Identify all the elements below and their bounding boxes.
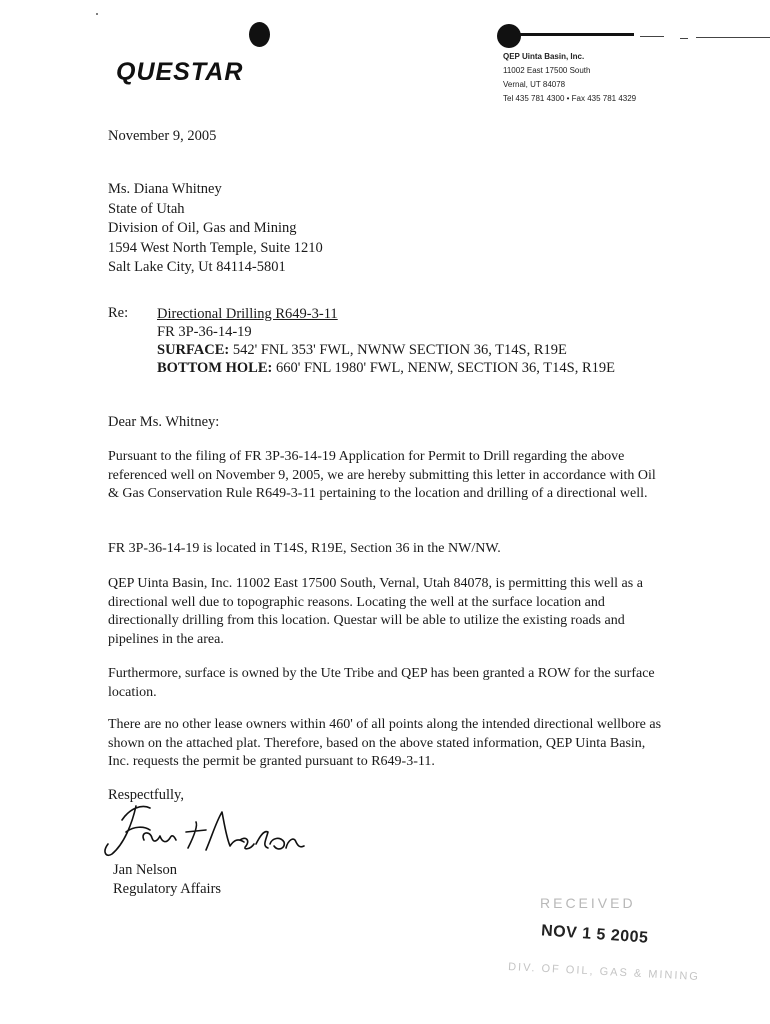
company-address-line2: Vernal, UT 84078 (503, 80, 566, 89)
recipient-line: 1594 West North Temple, Suite 1210 (108, 239, 323, 256)
bottom-hole-label: BOTTOM HOLE: (157, 360, 273, 376)
company-block (503, 50, 636, 106)
recipient-line: Division of Oil, Gas and Mining (108, 220, 297, 237)
letterhead-dash (640, 36, 664, 37)
letterhead-dot-icon (497, 24, 521, 48)
closing: Respectfully, (108, 787, 184, 803)
re-block (157, 305, 615, 377)
body-paragraph: QEP Uinta Basin, Inc. 11002 East 17500 South, Vernal, Utah 84078, is permitting this well as a directional well due to topographic reasons. Locating the well at the surface location and directionally drilling from this location. Questar will be able to utilize the existing roads and pipelines in the area. (108, 576, 643, 647)
received-stamp-label: RECEIVED (540, 895, 636, 911)
signer-name: Jan Nelson (113, 862, 178, 878)
recipient-line: Ms. Diana Whitney (108, 181, 222, 197)
logo-dot-icon (249, 22, 270, 47)
scan-speck (96, 13, 98, 15)
company-address-line1: 11002 East 17500 South (503, 66, 591, 75)
body-paragraph: FR 3P-36-14-19 is located in T14S, R19E, Section 36 in the NW/NW. (108, 541, 501, 556)
salutation: Dear Ms. Whitney: (108, 414, 220, 430)
re-bottom-hole (157, 359, 615, 377)
questar-logo: QUESTAR (116, 58, 244, 86)
surface-label: SURFACE: (157, 342, 230, 358)
signer-title: Regulatory Affairs (113, 881, 222, 897)
re-subject: Directional Drilling R649-3-11 (157, 306, 338, 322)
re-surface (157, 341, 615, 359)
handwritten-signature (100, 796, 315, 868)
body-paragraph: Pursuant to the filing of FR 3P-36-14-19 Application for Permit to Drill regarding the above referenced well on November 9, 2005, we are hereby submitting this letter in accordance with Oil & Gas Conservation Rule R649-3-11 pertaining to the location and drilling of a directional well. (108, 449, 656, 501)
letterhead-dash (696, 37, 770, 38)
recipient-address (108, 180, 323, 278)
recipient-line: Salt Lake City, Ut 84114-5801 (108, 259, 286, 276)
letter-date: November 9, 2005 (108, 128, 217, 144)
received-stamp-division: DIV. OF OIL, GAS & MINING (507, 960, 701, 984)
body-paragraph: Furthermore, surface is owned by the Ute Tribe and QEP has been granted a ROW for the surface location. (108, 666, 655, 700)
re-label: Re: (108, 305, 129, 321)
letterhead-dash (680, 38, 688, 39)
surface-value: 542' FNL 353' FWL, NWNW SECTION 36, T14S, R19E (229, 342, 567, 358)
company-phone-fax: Tel 435 781 4300 • Fax 435 781 4329 (503, 94, 637, 103)
received-stamp-date: NOV 1 5 2005 (540, 922, 649, 947)
company-name: QEP Uinta Basin, Inc. (503, 52, 585, 61)
body-paragraph: There are no other lease owners within 460' of all points along the intended directional wellbore as shown on the attached plat. Therefore, based on the above stated information, QEP Uinta Basin, Inc. requests the permit be granted pursuant to R649-3-11. (108, 717, 662, 769)
letterhead-rule (508, 33, 634, 36)
bottom-hole-value: 660' FNL 1980' FWL, NENW, SECTION 36, T14S, R19E (272, 360, 615, 376)
recipient-line: State of Utah (108, 200, 185, 217)
re-well: FR 3P-36-14-19 (157, 324, 252, 340)
signer-block (113, 861, 221, 899)
